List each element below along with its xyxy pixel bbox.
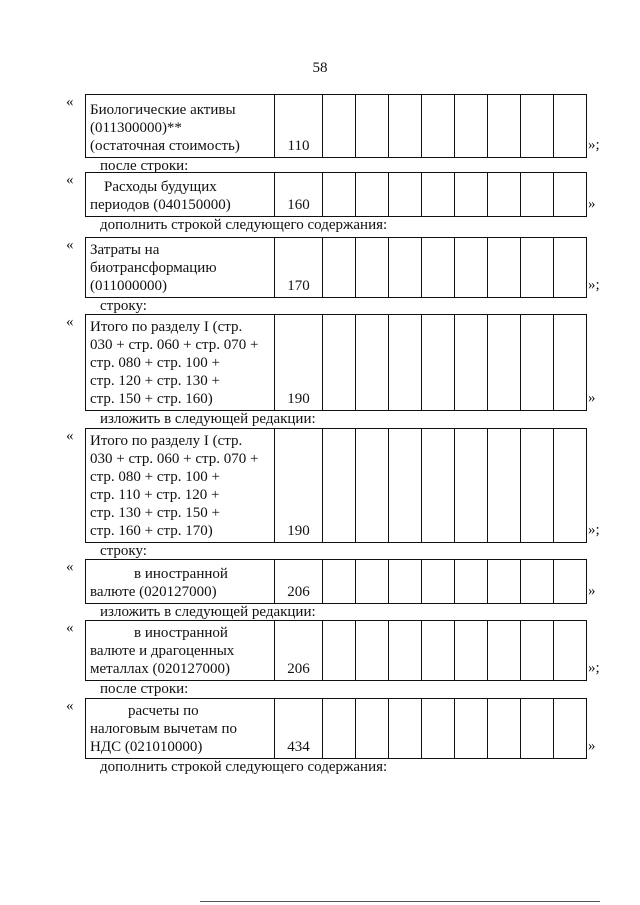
- quote-close: »;: [588, 660, 600, 676]
- form-row-table: [85, 94, 587, 158]
- row-label: [86, 238, 275, 298]
- empty-value-cell: [356, 621, 389, 681]
- empty-value-cell: [389, 238, 422, 298]
- row-label-line: стр. 150 + стр. 160): [90, 391, 213, 407]
- empty-value-cell: [389, 699, 422, 759]
- empty-value-cell: [554, 315, 587, 411]
- empty-value-cell: [455, 315, 488, 411]
- row-block: [0, 314, 640, 430]
- table-row: [86, 621, 587, 681]
- quote-open: «: [66, 172, 74, 188]
- empty-value-cell: [521, 621, 554, 681]
- table-row: [86, 173, 587, 217]
- instruction-note: после строки:: [100, 158, 189, 174]
- row-code: 160: [275, 173, 323, 217]
- quote-close: »;: [588, 137, 600, 153]
- empty-value-cell: [422, 699, 455, 759]
- quote-open: «: [66, 620, 74, 636]
- row-label: [86, 621, 275, 681]
- empty-value-cell: [521, 429, 554, 543]
- empty-value-cell: [521, 238, 554, 298]
- table-row: [86, 95, 587, 158]
- quote-open: «: [66, 428, 74, 444]
- row-label-line: в иностранной: [134, 625, 228, 641]
- empty-value-cell: [455, 621, 488, 681]
- row-label-line: стр. 080 + стр. 100 +: [90, 469, 220, 485]
- empty-value-cell: [422, 173, 455, 217]
- empty-value-cell: [455, 95, 488, 158]
- empty-value-cell: [422, 95, 455, 158]
- empty-value-cell: [323, 699, 356, 759]
- table-row: [86, 560, 587, 604]
- quote-open: «: [66, 237, 74, 253]
- empty-value-cell: [521, 560, 554, 604]
- page-edge-line: [200, 901, 600, 902]
- empty-value-cell: [521, 95, 554, 158]
- form-row-table: [85, 559, 587, 604]
- row-label-line: валюте (020127000): [90, 584, 217, 600]
- empty-value-cell: [488, 621, 521, 681]
- instruction-note: строку:: [100, 298, 147, 314]
- page-number: 58: [312, 60, 328, 76]
- empty-value-cell: [455, 429, 488, 543]
- empty-value-cell: [488, 560, 521, 604]
- empty-value-cell: [323, 429, 356, 543]
- row-label-line: стр. 130 + стр. 150 +: [90, 505, 220, 521]
- row-label-line: 030 + стр. 060 + стр. 070 +: [90, 337, 259, 353]
- empty-value-cell: [389, 621, 422, 681]
- row-label-line: (011000000): [90, 278, 167, 294]
- row-label-line: стр. 080 + стр. 100 +: [90, 355, 220, 371]
- empty-value-cell: [554, 560, 587, 604]
- form-row-table: [85, 172, 587, 217]
- empty-value-cell: [389, 95, 422, 158]
- empty-value-cell: [356, 315, 389, 411]
- row-label-line: 030 + стр. 060 + стр. 070 +: [90, 451, 259, 467]
- row-block: [0, 94, 640, 177]
- empty-value-cell: [323, 560, 356, 604]
- row-block: [0, 172, 640, 236]
- instruction-note: после строки:: [100, 681, 189, 697]
- empty-value-cell: [356, 429, 389, 543]
- empty-value-cell: [422, 315, 455, 411]
- instruction-note: дополнить строкой следующего содержания:: [100, 759, 388, 775]
- row-label-line: Биологические активы: [90, 102, 236, 118]
- row-label-line: биотрансформацию: [90, 260, 217, 276]
- empty-value-cell: [488, 315, 521, 411]
- empty-value-cell: [488, 173, 521, 217]
- empty-value-cell: [488, 95, 521, 158]
- form-row-table: [85, 698, 587, 759]
- instruction-note: дополнить строкой следующего содержания:: [100, 217, 388, 233]
- empty-value-cell: [356, 95, 389, 158]
- row-label-line: расчеты по: [128, 703, 199, 719]
- row-code: 110: [275, 95, 323, 158]
- row-code: 434: [275, 699, 323, 759]
- empty-value-cell: [554, 429, 587, 543]
- empty-value-cell: [455, 173, 488, 217]
- row-label: [86, 699, 275, 759]
- quote-close: »: [588, 738, 596, 754]
- quote-open: «: [66, 314, 74, 330]
- table-row: [86, 429, 587, 543]
- empty-value-cell: [554, 621, 587, 681]
- row-label-line: налоговым вычетам по: [90, 721, 238, 737]
- row-block: [0, 698, 640, 778]
- row-label-line: Затраты на: [90, 242, 160, 258]
- row-label-line: (остаточная стоимость): [90, 138, 240, 154]
- empty-value-cell: [323, 315, 356, 411]
- row-label-line: Расходы будущих: [104, 179, 217, 195]
- row-label: [86, 315, 275, 411]
- quote-close: »: [588, 583, 596, 599]
- row-label-line: стр. 110 + стр. 120 +: [90, 487, 220, 503]
- row-label-line: валюте и драгоценных: [90, 643, 235, 659]
- quote-close: »;: [588, 277, 600, 293]
- row-code: 206: [275, 560, 323, 604]
- empty-value-cell: [488, 699, 521, 759]
- instruction-note: строку:: [100, 543, 147, 559]
- empty-value-cell: [389, 429, 422, 543]
- empty-value-cell: [422, 560, 455, 604]
- empty-value-cell: [389, 315, 422, 411]
- row-label-line: Итого по разделу I (стр.: [90, 319, 243, 335]
- row-code: 190: [275, 429, 323, 543]
- row-label: [86, 95, 275, 158]
- row-code: 170: [275, 238, 323, 298]
- row-block: [0, 620, 640, 700]
- row-label: [86, 173, 275, 217]
- row-label-line: стр. 120 + стр. 130 +: [90, 373, 220, 389]
- quote-open: «: [66, 698, 74, 714]
- empty-value-cell: [422, 238, 455, 298]
- empty-value-cell: [554, 95, 587, 158]
- form-row-table: [85, 237, 587, 298]
- quote-close: »: [588, 390, 596, 406]
- row-label-line: металлах (020127000): [90, 661, 231, 677]
- quote-open: «: [66, 94, 74, 110]
- empty-value-cell: [389, 560, 422, 604]
- row-block: [0, 237, 640, 317]
- row-code: 206: [275, 621, 323, 681]
- row-label-line: Итого по разделу I (стр.: [90, 433, 243, 449]
- empty-value-cell: [389, 173, 422, 217]
- empty-value-cell: [323, 173, 356, 217]
- empty-value-cell: [356, 699, 389, 759]
- empty-value-cell: [521, 315, 554, 411]
- empty-value-cell: [356, 173, 389, 217]
- empty-value-cell: [455, 560, 488, 604]
- row-label-line: стр. 160 + стр. 170): [90, 523, 213, 539]
- empty-value-cell: [554, 699, 587, 759]
- empty-value-cell: [422, 429, 455, 543]
- row-block: [0, 428, 640, 562]
- empty-value-cell: [323, 621, 356, 681]
- row-label-line: периодов (040150000): [90, 197, 231, 213]
- empty-value-cell: [323, 238, 356, 298]
- quote-close: »;: [588, 522, 600, 538]
- quote-open: «: [66, 559, 74, 575]
- empty-value-cell: [422, 621, 455, 681]
- row-label: [86, 429, 275, 543]
- row-block: [0, 559, 640, 623]
- quote-close: »: [588, 196, 596, 212]
- table-row: [86, 238, 587, 298]
- empty-value-cell: [488, 429, 521, 543]
- empty-value-cell: [488, 238, 521, 298]
- empty-value-cell: [521, 699, 554, 759]
- form-row-table: [85, 620, 587, 681]
- row-code: 190: [275, 315, 323, 411]
- empty-value-cell: [356, 238, 389, 298]
- empty-value-cell: [554, 238, 587, 298]
- table-row: [86, 315, 587, 411]
- empty-value-cell: [521, 173, 554, 217]
- empty-value-cell: [455, 238, 488, 298]
- row-label: [86, 560, 275, 604]
- row-label-line: в иностранной: [134, 566, 228, 582]
- empty-value-cell: [323, 95, 356, 158]
- empty-value-cell: [356, 560, 389, 604]
- instruction-note: изложить в следующей редакции:: [100, 411, 316, 427]
- row-label-line: НДС (021010000): [90, 739, 203, 755]
- row-label-line: (011300000)**: [90, 120, 182, 136]
- empty-value-cell: [554, 173, 587, 217]
- empty-value-cell: [455, 699, 488, 759]
- table-row: [86, 699, 587, 759]
- form-row-table: [85, 314, 587, 411]
- instruction-note: изложить в следующей редакции:: [100, 604, 316, 620]
- form-row-table: [85, 428, 587, 543]
